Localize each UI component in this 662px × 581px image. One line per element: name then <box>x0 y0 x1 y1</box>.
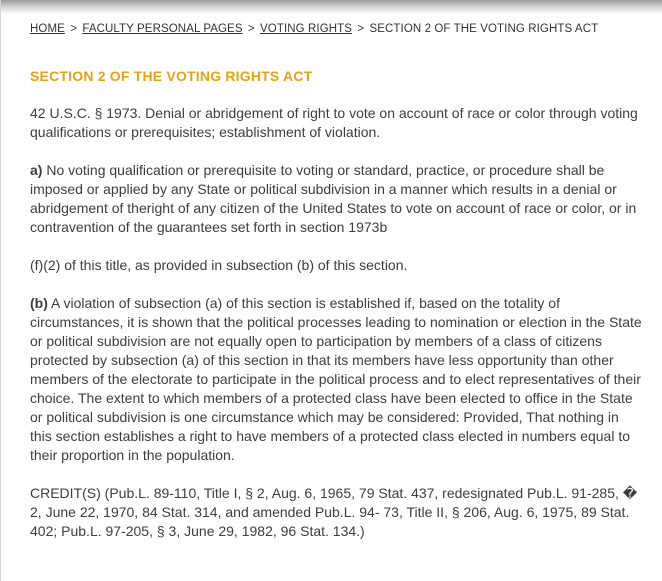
breadcrumb-separator: > <box>357 23 365 35</box>
breadcrumb-faculty-link[interactable]: FACULTY PERSONAL PAGES <box>82 23 243 35</box>
subsection-f2-paragraph: (f)(2) of this title, as provided in subsection (b) of this section. <box>30 257 408 273</box>
article-body <box>30 104 642 560</box>
breadcrumb-home-link[interactable]: HOME <box>30 23 65 35</box>
subsection-a-text: No voting qualification or prerequisite to voting or standard, practice, or procedure shall be imposed or applied by any State or political subdivision in a manner which results in a denial or abridgement of theright of any citizen of the United States to vote on account of race or color, or in contravention of the guarantees set forth in section 1973b <box>30 162 637 235</box>
subsection-b-label: (b) <box>30 295 48 311</box>
breadcrumb-separator: > <box>70 23 78 35</box>
breadcrumb <box>30 23 598 35</box>
subsection-a-label: a) <box>30 162 43 178</box>
subsection-b-text: A violation of subsection (a) of this section is established if, based on the totality of circumstances, it is shown that the political processes leading to nomination or election in the State or political subdivision are not equally open to participation by members of a class of citizens protected by subsection (a) of this section in that its members have less opportunity than other members of the electorate to participate in the political process and to elect representatives of their choice. The extent to which members of a protected class have been elected to office in the State or political subdivision is one circumstance which may be considered: Provided, That nothing in this section establishes a right to have members of a protected class elected in numbers equal to their proportion in the population. <box>30 295 642 463</box>
subsection-a-paragraph <box>30 161 642 237</box>
subsection-b-paragraph <box>30 294 642 465</box>
breadcrumb-current: SECTION 2 OF THE VOTING RIGHTS ACT <box>369 23 599 35</box>
breadcrumb-separator: > <box>247 23 255 35</box>
credits-paragraph: CREDIT(S) (Pub.L. 89-110, Title I, § 2, Aug. 6, 1965, 79 Stat. 437, redesignated Pub.L. 91-285, � 2, June 22, 1970, 84 Stat. 314, and amended Pub.L. 94- 73, Title II, § 206, Aug. 6, 1975, 89 Stat. 402; Pub.L. 97-205, § 3, June 29, 1982, 96 Stat. 134.) <box>30 485 638 539</box>
breadcrumb-voting-rights-link[interactable]: VOTING RIGHTS <box>260 23 353 35</box>
intro-paragraph: 42 U.S.C. § 1973. Denial or abridgement of right to vote on account of race or color through voting qualifications or prerequisites; establishment of violation. <box>30 105 638 140</box>
page-title: SECTION 2 OF THE VOTING RIGHTS ACT <box>30 68 313 84</box>
header-shadow <box>1 0 662 14</box>
